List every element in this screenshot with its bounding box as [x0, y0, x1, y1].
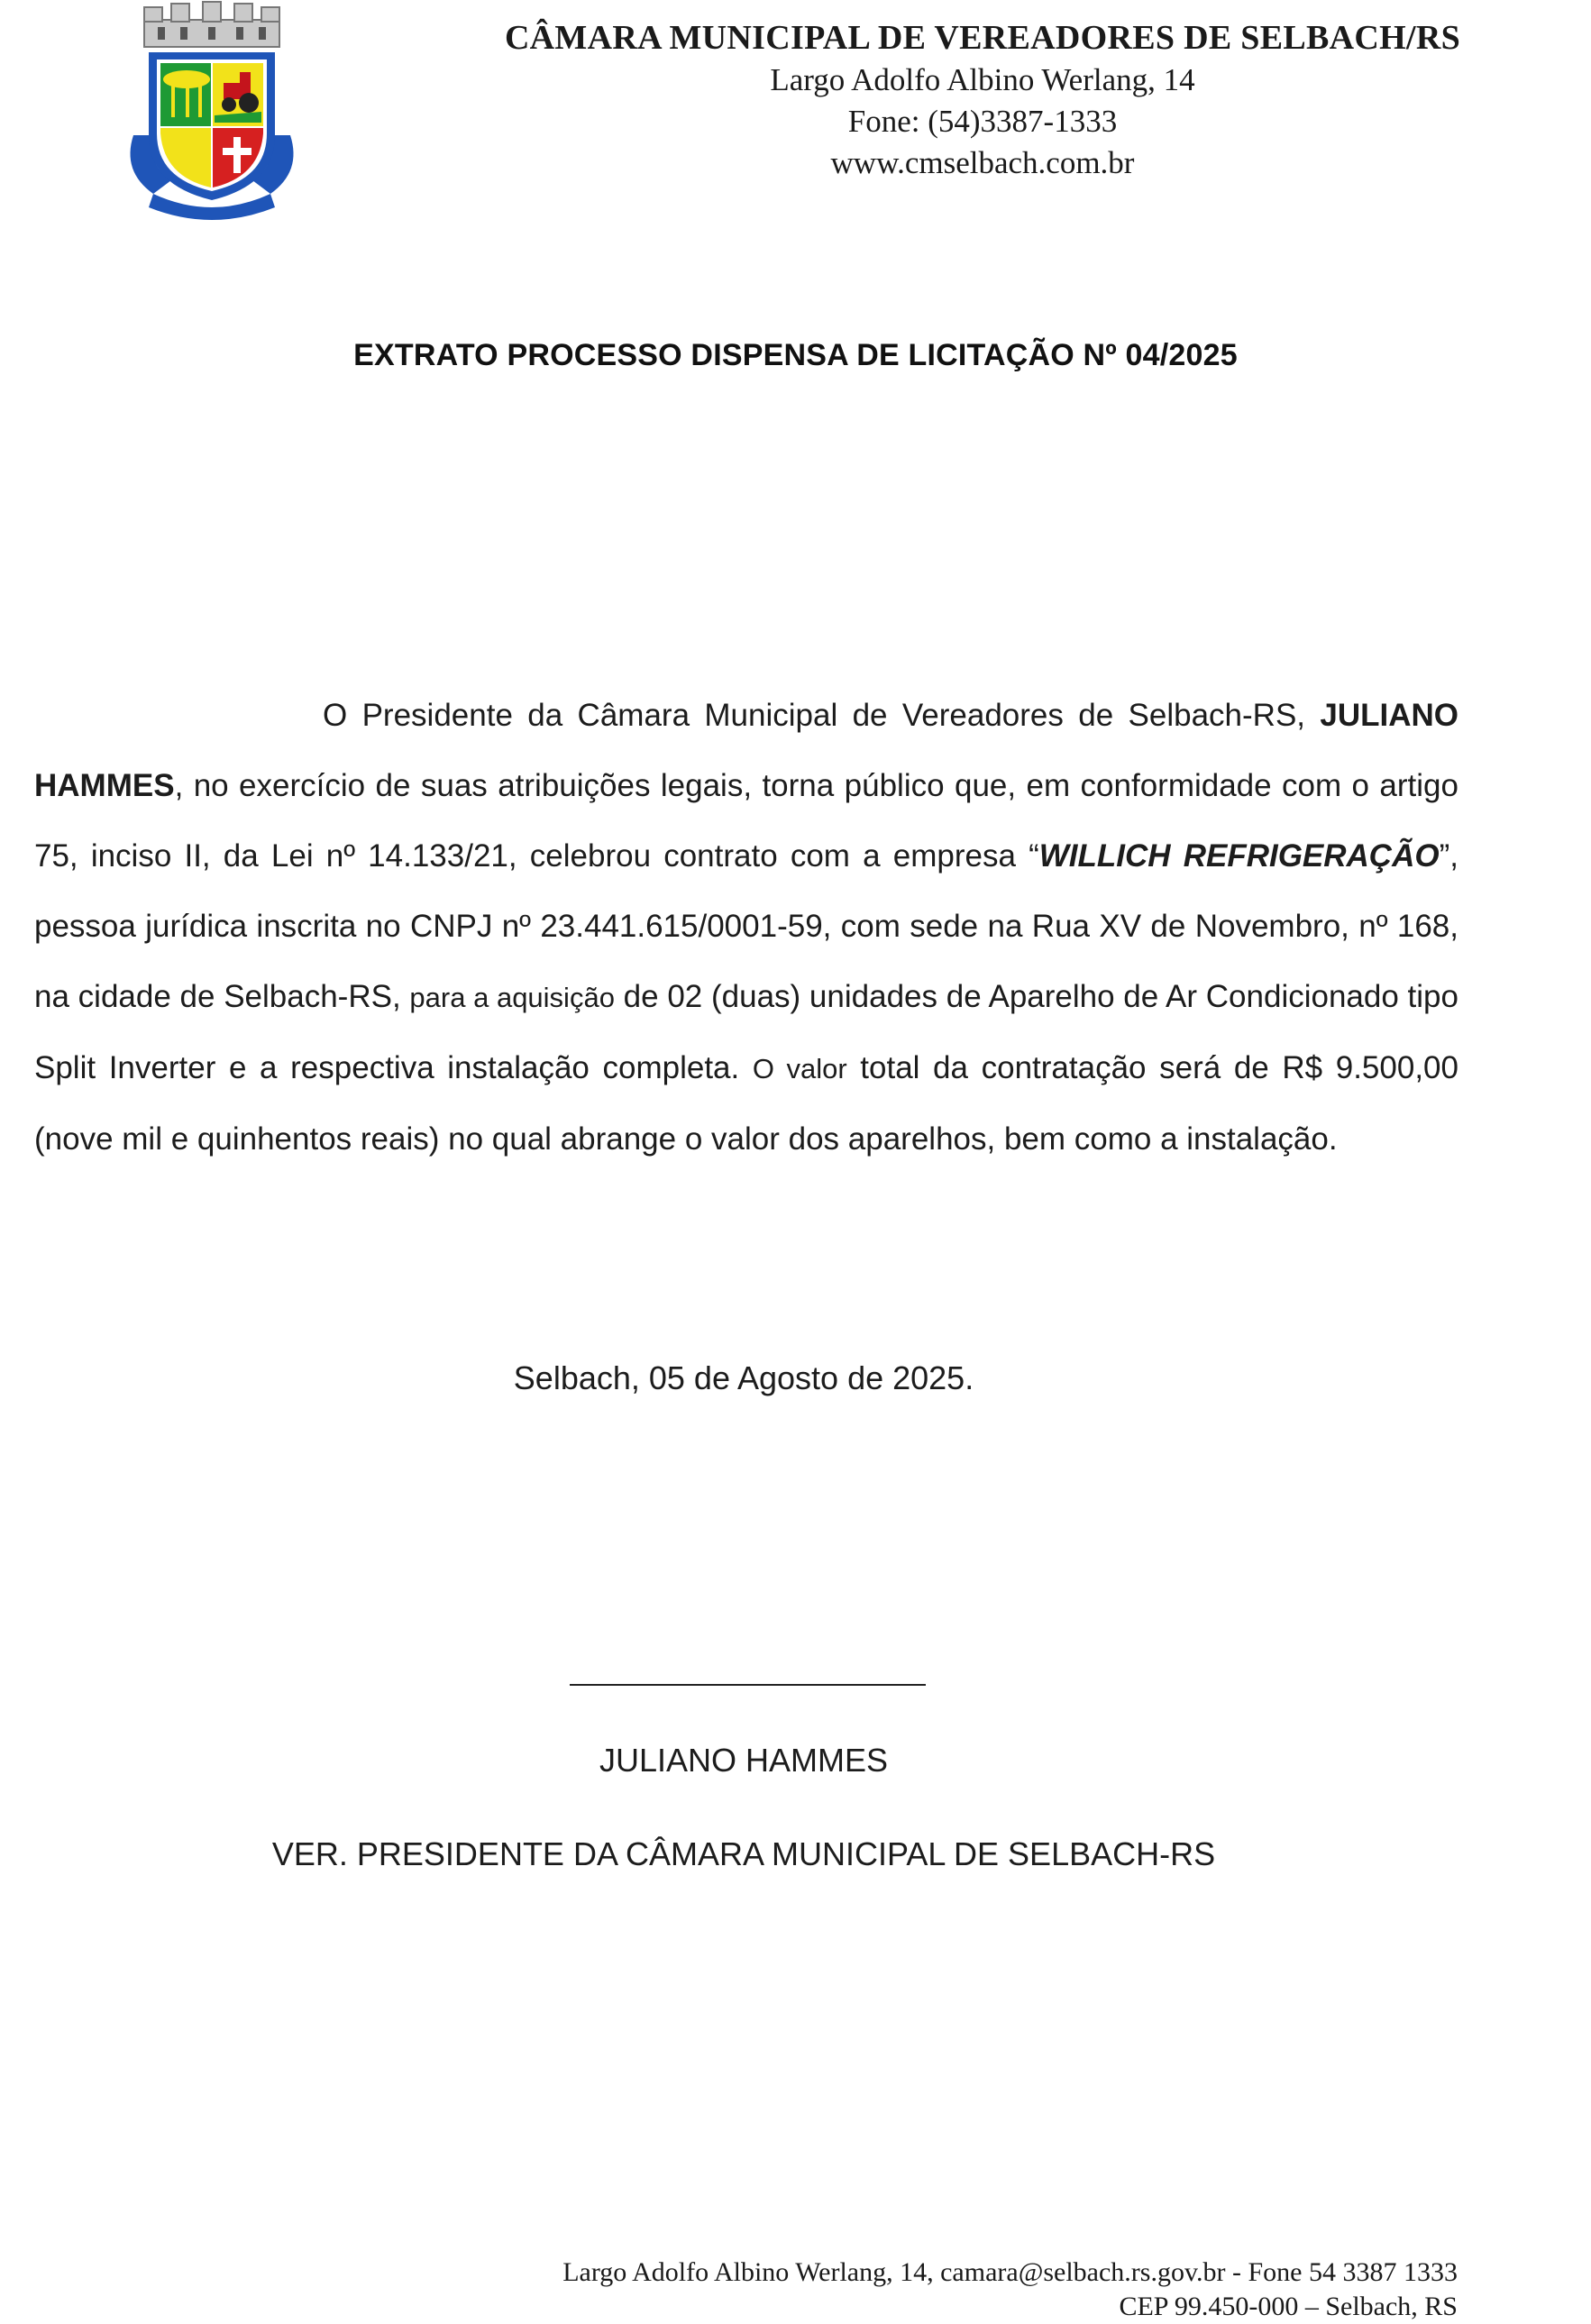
org-phone: Fone: (54)3387-1333	[847, 104, 1118, 139]
signer-role: VER. PRESIDENTE DA CÂMARA MUNICIPAL DE SELBACH-RS	[271, 1835, 1216, 1872]
footer-address-line: Largo Adolfo Albino Werlang, 14, camara@selbach.rs.gov.br - Fone 54 3387 1333	[562, 2257, 1458, 2287]
body-part-2: , no exercício de suas atribuições legais, torna público que, em conformidade com o artigo 75, inciso II, da Lei nº 14.133/21, celebrou contrato com a empresa “	[34, 768, 1458, 874]
company-name: WILLICH REFRIGERAÇÃO	[1038, 838, 1440, 874]
page-footer	[562, 2255, 1458, 2324]
signature-line	[570, 1684, 926, 1686]
body-part-5: total da contratação será de R$ 9.500,00 (nove mil e quinhentos reais) no qual abrange o valor dos aparelhos, bem como a instalação.	[34, 1050, 1458, 1157]
body-part-3: ”, pessoa jurídica inscrita no CNPJ nº 23.441.615/0001-59, com sede na Rua XV de Novembro, nº 168, na cidade de Selbach-RS,	[34, 838, 1458, 1014]
signer-name: JULIANO HAMMES	[599, 1742, 889, 1779]
president-name: JULIANO HAMMES	[34, 698, 1458, 803]
org-name: CÂMARA MUNICIPAL DE VEREADORES DE SELBACH/RS	[504, 19, 1461, 57]
letterhead	[469, 16, 1496, 184]
org-address: Largo Adolfo Albino Werlang, 14	[770, 62, 1195, 97]
org-website: www.cmselbach.com.br	[830, 145, 1135, 180]
municipal-coat-of-arms-icon	[117, 0, 306, 224]
place-date: Selbach, 05 de Agosto de 2025.	[513, 1359, 974, 1396]
body-part-4-small: O valor	[752, 1053, 847, 1084]
body-part-3-small: para a aquisição	[409, 982, 615, 1013]
footer-cep-line: CEP 99.450-000 – Selbach, RS	[1119, 2292, 1458, 2321]
document-body	[34, 681, 1458, 1175]
document-title: EXTRATO PROCESSO DISPENSA DE LICITAÇÃO Nº 04/2025	[353, 338, 1238, 372]
body-part-1: O Presidente da Câmara Municipal de Vereadores de Selbach-RS,	[323, 698, 1321, 733]
body-part-4: de 02 (duas) unidades de Aparelho de Ar Condicionado tipo Split Inverter e a respectiva instalação completa.	[34, 979, 1458, 1085]
